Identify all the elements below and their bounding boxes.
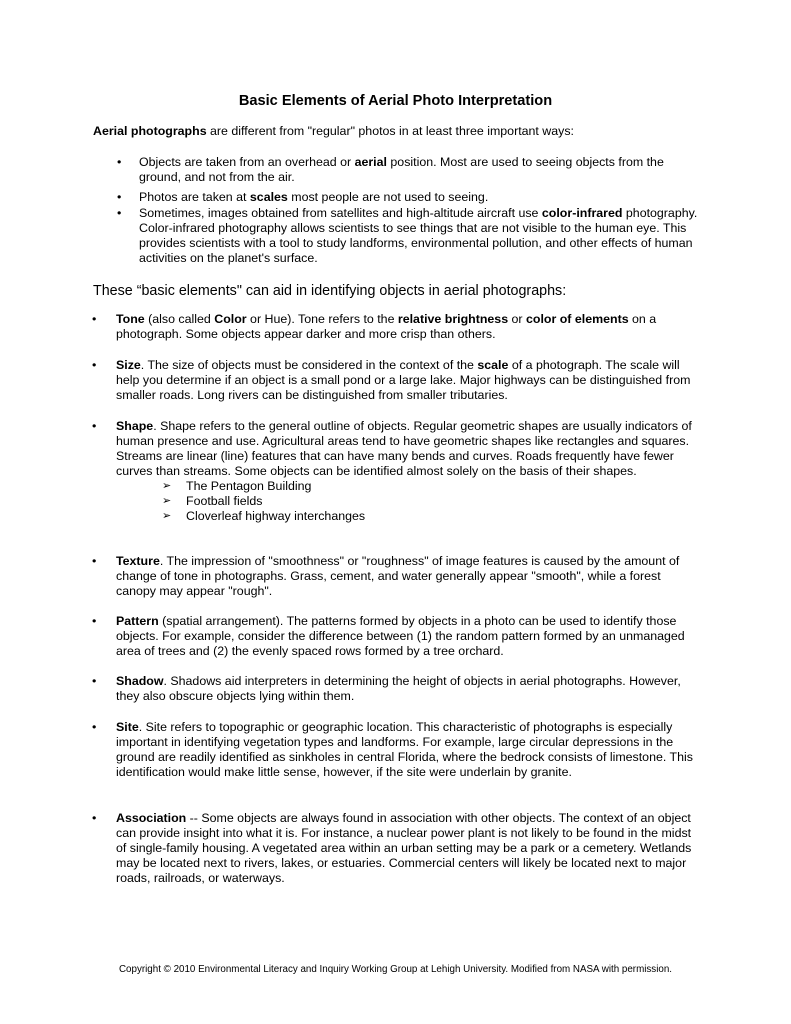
intro-paragraph	[93, 124, 703, 139]
ways-item-infrared	[139, 206, 699, 266]
element-bold: scale	[477, 358, 509, 372]
ways-item-scales	[139, 190, 699, 205]
element-text: . The size of objects must be considered in the context of the	[140, 358, 478, 372]
element-text: . The impression of "smoothness" or "roughness" of image features is caused by the amount of change of tone in photographs. Grass, cement, and water generally appear "smooth", while a forest canopy may appear "rough".	[116, 554, 680, 598]
element-term: Size	[116, 358, 141, 372]
element-text: . Site refers to topographic or geographic location. This characteristic of photographs is especially important in identifying vegetation types and landforms. For example, large circular depressions in the ground are readily identified as sinkholes in central Florida, where the bedrock consists of limestone. This identification would make little sense, however, if the site were underlain by granite.	[116, 720, 693, 779]
element-term: Shape	[116, 419, 154, 433]
ways-item-aerial	[139, 155, 699, 185]
copyright-footer: Copyright © 2010 Environmental Literacy and Inquiry Working Group at Lehigh University. Modified from NASA with permission.	[118, 964, 672, 975]
ways-item-text: position. Most are used to seeing objects from the ground, and not from the air.	[139, 155, 664, 184]
shape-examples-list	[116, 479, 696, 524]
element-size	[116, 358, 696, 403]
section-subheading: These “basic elements" can aid in identifying objects in aerial photographs:	[93, 283, 567, 299]
element-term: Association	[116, 811, 187, 825]
element-term: Pattern	[116, 614, 159, 628]
element-tone	[116, 312, 696, 342]
intro-bold: Aerial photographs	[93, 124, 207, 138]
element-bold: Color	[214, 312, 247, 326]
element-text: or	[508, 312, 526, 326]
shape-example-item: ➢ Football fields	[186, 494, 696, 509]
element-text: . Shadows aid interpreters in determining the height of objects in aerial photographs. However, they also obscure objects lying within them.	[116, 674, 681, 703]
ways-item-text: most people are not used to seeing.	[287, 190, 489, 204]
element-term: Site	[116, 720, 139, 734]
element-text: (also called	[144, 312, 215, 326]
ways-item-text: Objects are taken from an overhead or	[139, 155, 355, 169]
element-text: or Hue). Tone refers to the	[246, 312, 398, 326]
ways-item-text: Photos are taken at	[139, 190, 250, 204]
element-term: Texture	[116, 554, 160, 568]
element-shape	[116, 419, 696, 524]
ways-item-bold: color-infrared	[541, 206, 623, 220]
shape-example-item: ➢ The Pentagon Building	[186, 479, 696, 494]
element-term: Tone	[116, 312, 145, 326]
element-text: -- Some objects are always found in association with other objects. The context of an object can provide insight into what it is. For instance, a nuclear power plant is not likely to be found in the midst of single-family housing. A vegetated area within an urban setting may be a park or a cemetery. Wetlands may be located next to rivers, lakes, or estuaries. Commercial centers will likely be located next to major roads, railroads, or waterways.	[116, 811, 692, 885]
page-title: Basic Elements of Aerial Photo Interpretation	[238, 93, 553, 109]
element-text: on a photograph. Some objects appear darker and more crisp than others.	[116, 312, 657, 341]
element-term: Shadow	[116, 674, 164, 688]
element-texture	[116, 554, 696, 599]
shape-example-item: ➢ Cloverleaf highway interchanges	[186, 509, 696, 524]
element-text: of a photograph. The scale will help you determine if an object is a small pond or a large lake. Major highways can be distinguished from smaller roads. Long rivers can be distinguished from smaller tributaries.	[116, 358, 691, 402]
element-association	[116, 811, 696, 886]
element-text: (spatial arrangement). The patterns formed by objects in a photo can be used to identify those objects. For example, consider the difference between (1) the random pattern formed by an unmanaged area of trees and (2) the evenly spaced rows formed by a tree orchard.	[116, 614, 685, 658]
element-pattern	[116, 614, 696, 659]
ways-item-bold: scales	[249, 190, 288, 204]
ways-item-bold: aerial	[354, 155, 387, 169]
element-bold: color of elements	[526, 312, 629, 326]
element-site	[116, 720, 696, 780]
ways-item-text: photography. Color-infrared photography allows scientists to see things that are not visible to the human eye. This provides scientists with a tool to study landforms, environmental pollution, and other effects of human activities on the planet's surface.	[139, 206, 698, 265]
ways-item-text: Sometimes, images obtained from satellites and high-altitude aircraft use	[139, 206, 542, 220]
element-shadow	[116, 674, 696, 704]
intro-text: are different from "regular" photos in at least three important ways:	[206, 124, 574, 138]
element-bold: relative brightness	[397, 312, 509, 326]
element-text: . Shape refers to the general outline of objects. Regular geometric shapes are usually indicators of human presence and use. Agricultural areas tend to have geometric shapes like rectangles and squares. Streams are linear (line) features that can have many bends and curves. Roads frequently have fewer curves than streams. Some objects can be identified almost solely on the basis of their shapes.	[116, 419, 692, 478]
